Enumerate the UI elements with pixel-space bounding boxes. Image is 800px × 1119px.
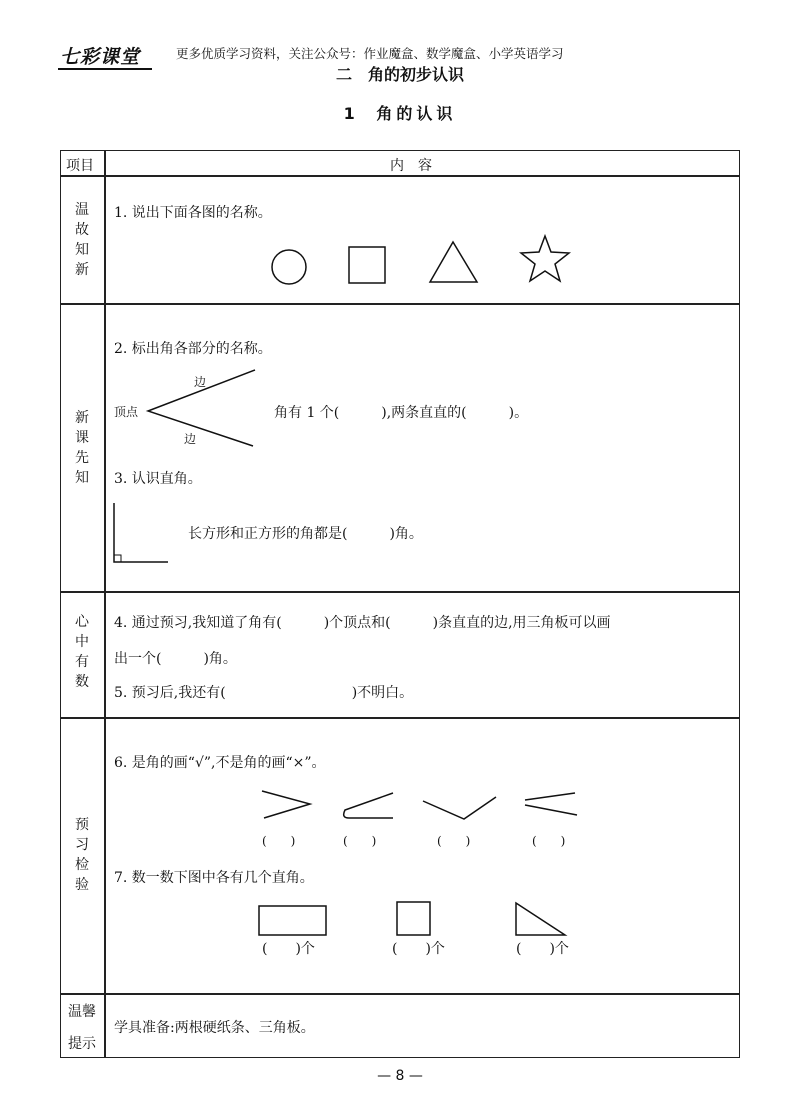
line-option-d-1 — [525, 793, 575, 800]
question-2-blank-text: 角有 1 个( ),两条直直的( )。 — [274, 405, 529, 421]
answer-blank-6c[interactable]: ( ) — [437, 834, 471, 848]
square-figure-small — [397, 902, 430, 935]
answer-blank-7b[interactable]: ( )个 — [392, 941, 445, 957]
right-angle-figure — [114, 503, 168, 562]
section-label-preview: 新课先知 — [75, 410, 89, 486]
angle-option-a — [262, 791, 310, 818]
vertex-label: 顶点 — [114, 405, 139, 419]
page-number: — 8 — — [377, 1068, 423, 1084]
circle-figure — [272, 250, 306, 284]
angle-figure — [148, 370, 255, 446]
question-6: 6. 是角的画“√”,不是角的画“×”。 — [114, 755, 326, 771]
right-angle-mark — [114, 555, 121, 562]
line-option-d-2 — [525, 805, 577, 815]
angle-option-c — [423, 797, 496, 819]
column-header-item: 项目 — [66, 158, 94, 174]
right-triangle-figure — [516, 903, 565, 935]
answer-blank-6a[interactable]: ( ) — [262, 834, 296, 848]
tips-text: 学具准备:两根硬纸条、三角板。 — [114, 1020, 315, 1036]
promo-text: 更多优质学习资料，关注公众号：作业魔盒、数学魔盒、小学英语学习 — [176, 46, 564, 61]
side-label-bottom: 边 — [184, 432, 197, 446]
rectangle-figure — [259, 906, 326, 935]
unit-title: 二 角的初步认识 — [335, 65, 464, 84]
angle-option-b — [344, 793, 393, 818]
answer-blank-6d[interactable]: ( ) — [532, 834, 566, 848]
section-label-tips: 温馨 — [68, 1004, 96, 1020]
triangle-figure — [430, 242, 477, 282]
section-label-mind: 心中有数 — [75, 614, 89, 690]
lesson-title: 1 角的认识 — [343, 104, 457, 123]
answer-blank-7c[interactable]: ( )个 — [516, 941, 569, 957]
square-figure — [349, 247, 385, 283]
question-4-line-2: 出一个( )角。 — [114, 651, 237, 667]
answer-blank-7a[interactable]: ( )个 — [262, 941, 315, 957]
question-1: 1. 说出下面各图的名称。 — [114, 205, 272, 221]
question-3-blank-text: 长方形和正方形的角都是( )角。 — [188, 526, 423, 542]
section-label-tips-2: 提示 — [68, 1036, 96, 1052]
question-4-line-1: 4. 通过预习,我知道了角有( )个顶点和( )条直直的边,用三角板可以画 — [114, 615, 611, 631]
question-5: 5. 预习后,我还有( )不明白。 — [114, 685, 414, 701]
column-header-content: 内 容 — [390, 158, 432, 174]
question-2: 2. 标出角各部分的名称。 — [114, 341, 272, 357]
section-label-review: 温故知新 — [75, 202, 89, 278]
question-3: 3. 认识直角。 — [114, 471, 202, 487]
question-7: 7. 数一数下图中各有几个直角。 — [114, 870, 314, 886]
star-figure — [521, 236, 569, 281]
answer-blank-6b[interactable]: ( ) — [343, 834, 377, 848]
side-label-top: 边 — [194, 375, 207, 389]
brand-logo: 七彩课堂 — [60, 46, 141, 68]
section-label-check: 预习检验 — [75, 817, 89, 893]
